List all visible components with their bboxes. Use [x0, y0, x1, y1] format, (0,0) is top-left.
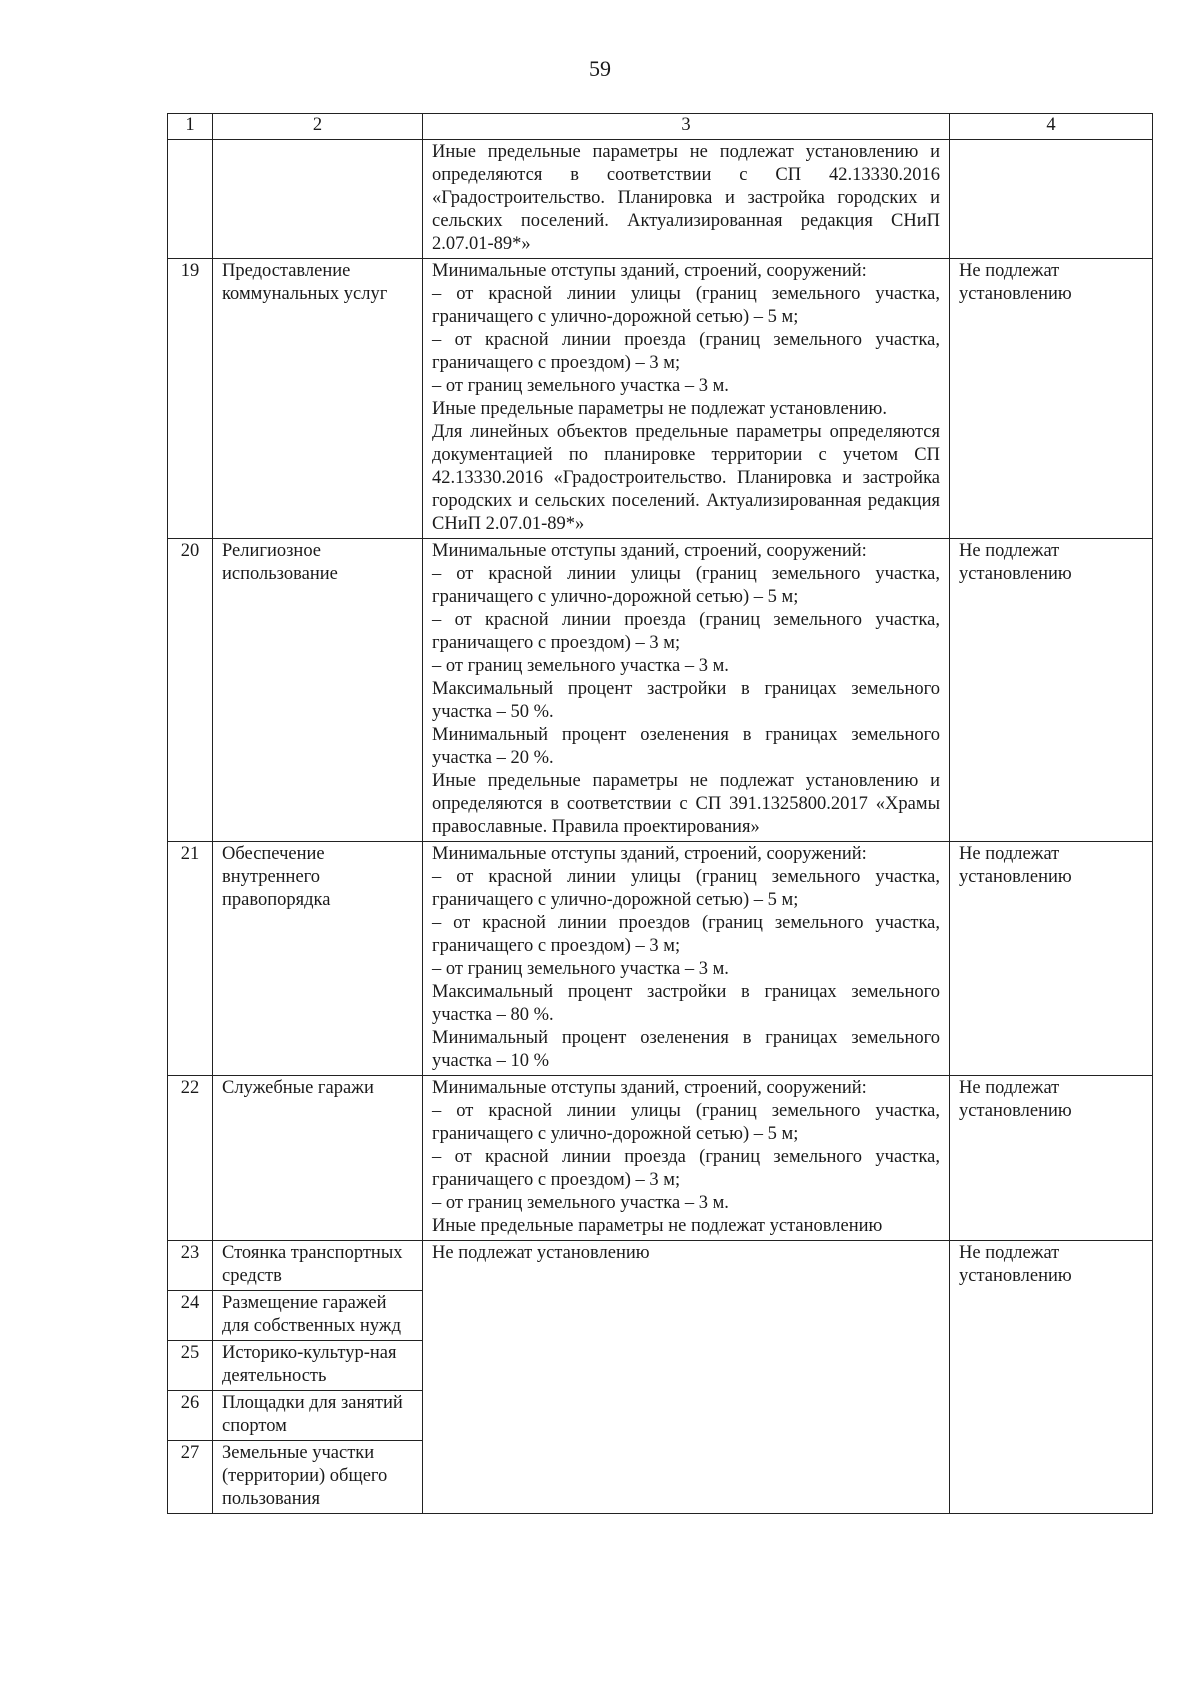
parameters-line: Минимальные отступы зданий, строений, сооружений:	[432, 844, 867, 864]
use-name-cell	[213, 140, 423, 259]
row-number-cell: 26	[168, 1391, 213, 1441]
parameters-line: – от границ земельного участка – 3 м.	[432, 656, 729, 676]
parameters-line: Для линейных объектов предельные параметры определяются документацией по планировке территории с учетом СП 42.13330.2016 «Градостроительство. Планировка и застройка городских и сельских поселений. Актуализированная редакция СНиП 2.07.01-89*»	[432, 422, 940, 534]
limits-cell: Не подлежат установлению	[950, 1241, 1153, 1514]
parameters-line: – от границ земельного участка – 3 м.	[432, 376, 729, 396]
parameters-line: – от красной линии проезда (границ земельного участка, граничащего с проездом) – 3 м;	[432, 610, 940, 653]
row-number-cell: 21	[168, 842, 213, 1076]
row-number-cell	[168, 140, 213, 259]
parameters-cell: Не подлежат установлению	[423, 1241, 950, 1514]
parameters-line: Минимальный процент озеленения в границах земельного участка – 20 %.	[432, 725, 940, 768]
use-name-cell: Размещение гаражей для собственных нужд	[213, 1291, 423, 1341]
limits-cell: Не подлежат установлению	[950, 539, 1153, 842]
column-header-1: 1	[168, 114, 213, 140]
parameters-line: – от границ земельного участка – 3 м.	[432, 1193, 729, 1213]
row-number-cell: 27	[168, 1441, 213, 1514]
use-name-cell: Обеспечение внутреннего правопорядка	[213, 842, 423, 1076]
parameters-line: Иные предельные параметры не подлежат установлению и определяются в соответствии с СП 391.1325800.2017 «Храмы православные. Правила проектирования»	[432, 771, 940, 837]
row-number-cell: 19	[168, 259, 213, 539]
header-row	[168, 114, 1153, 140]
parameters-cell	[423, 259, 950, 539]
table-row-continuation	[168, 140, 1153, 259]
parameters-line: – от красной линии проезда (границ земельного участка, граничащего с проездом) – 3 м;	[432, 1147, 940, 1190]
parameters-line: – от красной линии проезда (границ земельного участка, граничащего с проездом) – 3 м;	[432, 330, 940, 373]
parameters-cell	[423, 842, 950, 1076]
limits-cell: Не подлежат установлению	[950, 259, 1153, 539]
parameters-line: Минимальные отступы зданий, строений, сооружений:	[432, 261, 867, 281]
row-number-cell: 25	[168, 1341, 213, 1391]
limits-cell: Не подлежат установлению	[950, 1076, 1153, 1241]
parameters-line: Максимальный процент застройки в границах земельного участка – 80 %.	[432, 982, 940, 1025]
column-header-2: 2	[213, 114, 423, 140]
use-name-cell: Земельные участки (территории) общего пользования	[213, 1441, 423, 1514]
table-row-22	[168, 1076, 1153, 1241]
parameters-line: Иные предельные параметры не подлежат установлению.	[432, 399, 887, 419]
row-number-cell: 20	[168, 539, 213, 842]
row-number-cell: 23	[168, 1241, 213, 1291]
parameters-line: Максимальный процент застройки в границах земельного участка – 50 %.	[432, 679, 940, 722]
parameters-line: – от красной линии улицы (границ земельного участка, граничащего с улично-дорожной сетью) – 5 м;	[432, 867, 940, 910]
parameters-cell	[423, 1076, 950, 1241]
use-name-cell: Стоянка транспортных средств	[213, 1241, 423, 1291]
parameters-line: – от красной линии проездов (границ земельного участка, граничащего с проездом) – 3 м;	[432, 913, 940, 956]
table-row-19	[168, 259, 1153, 539]
row-number-cell: 22	[168, 1076, 213, 1241]
use-name-cell: Служебные гаражи	[213, 1076, 423, 1241]
parameters-line: Минимальные отступы зданий, строений, сооружений:	[432, 1078, 867, 1098]
table-row-21	[168, 842, 1153, 1076]
use-name-cell: Историко-культур-ная деятельность	[213, 1341, 423, 1391]
parameters-line: Иные предельные параметры не подлежат установлению и определяются в соответствии с СП 42.13330.2016 «Градостроительство. Планировка и застройка городских и сельских поселений. Актуализированная редакция СНиП 2.07.01-89*»	[432, 142, 940, 254]
use-name-cell: Религиозное использование	[213, 539, 423, 842]
parameters-cell	[423, 140, 950, 259]
table-row-20	[168, 539, 1153, 842]
parameters-line: Иные предельные параметры не подлежат установлению	[432, 1216, 883, 1236]
parameters-line: – от границ земельного участка – 3 м.	[432, 959, 729, 979]
page-number: 59	[589, 56, 611, 81]
column-header-3: 3	[423, 114, 950, 140]
parameters-line: Минимальный процент озеленения в границах земельного участка – 10 %	[432, 1028, 940, 1071]
parameters-line: – от красной линии улицы (границ земельного участка, граничащего с улично-дорожной сетью) – 5 м;	[432, 284, 940, 327]
parameters-line: – от красной линии улицы (границ земельного участка, граничащего с улично-дорожной сетью) – 5 м;	[432, 564, 940, 607]
parameters-cell	[423, 539, 950, 842]
use-name-cell: Площадки для занятий спортом	[213, 1391, 423, 1441]
limits-cell	[950, 140, 1153, 259]
column-header-4: 4	[950, 114, 1153, 140]
table-row-23	[168, 1241, 1153, 1291]
row-number-cell: 24	[168, 1291, 213, 1341]
limits-cell: Не подлежат установлению	[950, 842, 1153, 1076]
parameters-line: Минимальные отступы зданий, строений, сооружений:	[432, 541, 867, 561]
parameters-line: – от красной линии улицы (границ земельного участка, граничащего с улично-дорожной сетью) – 5 м;	[432, 1101, 940, 1144]
regulations-table	[167, 113, 1153, 1514]
use-name-cell: Предоставление коммунальных услуг	[213, 259, 423, 539]
